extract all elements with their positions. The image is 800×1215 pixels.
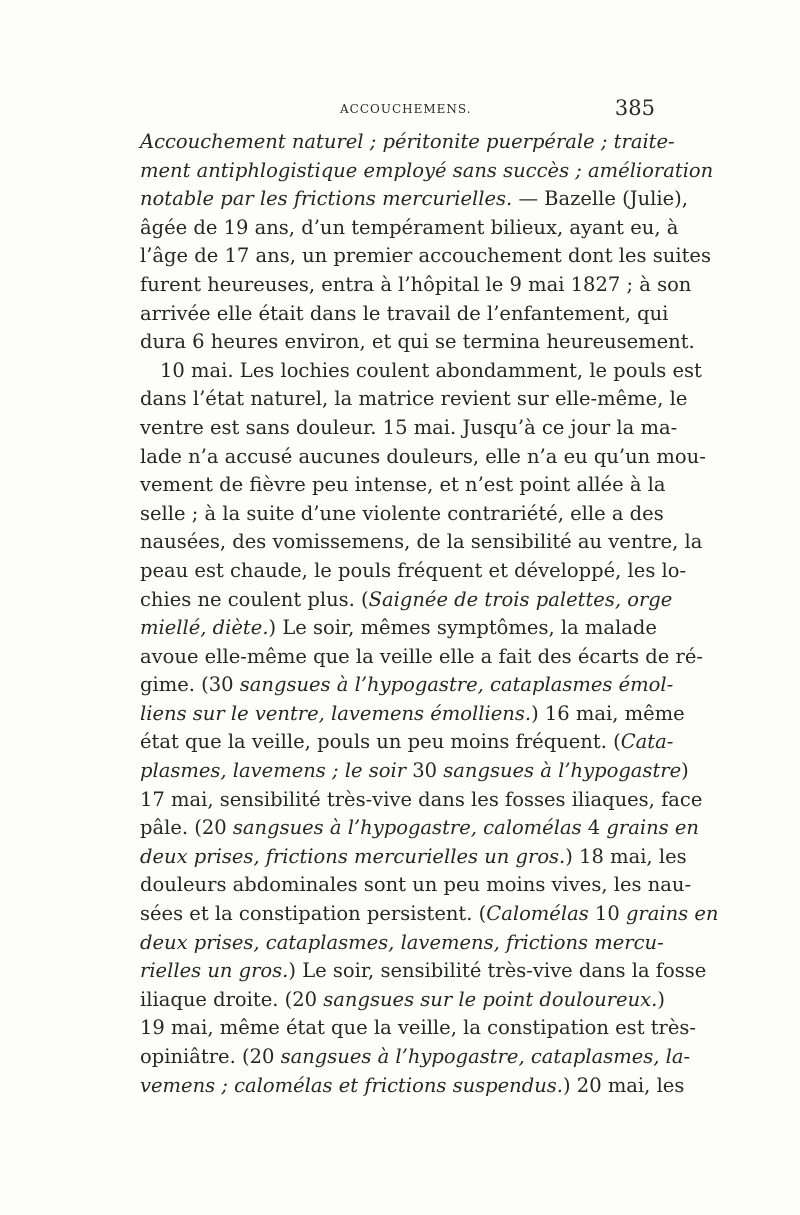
text-line [140,643,703,672]
italic-text-segment: Accouchement naturel ; péritonite puerpérale ; traite- [140,130,675,153]
text-segment: opiniâtre. (20 [140,1045,281,1068]
text-segment: nausées, des vomissemens, de la sensibilité au ventre, la [140,530,703,554]
text-line [140,1014,697,1043]
text-line [140,757,689,786]
text-line [140,271,692,300]
italic-text-segment: miellé, diète. [140,616,269,640]
text-segment: avoue elle-même que la veille elle a fait des écarts de ré- [140,644,703,668]
text-line [140,843,687,872]
text-line [140,986,665,1015]
body-text [140,128,719,1100]
italic-text-segment: sangsues sur le point douloureux. [323,987,658,1011]
text-segment: chies ne coulent plus. ( [140,587,369,611]
text-line [140,786,703,815]
italic-text-segment: deux prises, cataplasmes, lavemens, frictions mercu- [140,930,664,954]
text-segment: 10 mai. Les lochies coulent abondamment, le pouls est [160,358,702,382]
text-line [140,814,699,843]
text-line [140,500,664,529]
text-segment: peau est chaude, le pouls fréquent et développé, les lo- [140,558,687,582]
text-line [140,1043,691,1072]
page-number: 385 [614,96,655,120]
text-segment: ventre est sans douleur. 15 mai. Jusqu’à ce jour la ma- [140,415,678,439]
text-segment: ) Le soir, mêmes symptômes, la malade [268,616,657,640]
italic-text-segment: plasmes, lavemens ; le soir [140,759,407,783]
text-line [140,700,685,729]
text-segment: vement de fièvre peu intense, et n’est point allée à la [140,473,666,497]
italic-text-segment: ment antiphlogistique employé sans succès ; amélioration [140,158,714,182]
text-line [140,300,669,329]
italic-text-segment: sangsues à l’hypogastre [443,759,682,783]
text-segment: sées et la constipation persistent. ( [140,902,487,926]
text-segment: ) [657,987,665,1011]
text-segment: dura 6 heures environ, et qui se termina heureusement. [140,330,695,354]
text-line [140,1072,685,1101]
text-line [140,185,688,214]
text-segment: ) [681,759,689,783]
text-segment: pâle. (20 [140,816,233,840]
text-line [140,900,719,929]
text-line [140,157,714,186]
italic-text-segment: vemens ; calomélas et frictions suspendus. [140,1073,563,1097]
italic-text-segment: Calomélas [486,902,589,926]
text-line [140,328,695,357]
text-segment: âgée de 19 ans, d’un tempérament bilieux, ayant eu, à [140,215,679,239]
text-line [140,357,702,386]
text-line [140,871,692,900]
text-line [140,728,674,757]
text-line [140,528,703,557]
text-segment: ) 20 mai, les [563,1073,685,1097]
italic-text-segment: deux prises, frictions mercurielles un gros. [140,844,566,868]
text-line [140,671,674,700]
italic-text-segment: sangsues à l’hypogastre, cataplasmes émol- [239,673,674,697]
italic-text-segment: notable par les frictions mercurielles. [140,187,513,211]
italic-text-segment: rielles un gros. [140,959,289,983]
text-line [140,471,666,500]
italic-text-segment: grains en [606,816,699,840]
text-segment: — Bazelle (Julie), [512,187,688,211]
text-segment: iliaque droite. (20 [140,987,324,1011]
italic-text-segment: Cata- [620,730,674,754]
text-line [140,614,655,643]
italic-text-segment: Saignée de trois palettes, orge [368,587,673,611]
text-line [140,443,706,472]
running-head: ACCOUCHEMENS. [340,102,472,116]
text-segment: furent heureuses, entra à l’hôpital le 9 mai 1827 ; à son [140,272,692,296]
text-segment: l’âge de 17 ans, un premier accouchement dont les suites [140,244,711,268]
text-line [140,957,707,986]
text-line [140,414,678,443]
text-line [140,242,711,271]
text-segment: 30 [406,759,444,783]
italic-text-segment: grains en [625,902,719,926]
italic-text-segment: sangsues à l’hypogastre, calomélas [232,816,582,840]
text-segment: état que la veille, pouls un peu moins fréquent. ( [140,730,621,754]
text-line [140,557,687,586]
italic-text-segment: liens sur le ventre, lavemens émolliens. [140,701,532,725]
text-segment: 19 mai, même état que la veille, la constipation est très- [140,1016,697,1040]
text-line [140,128,675,157]
italic-text-segment: sangsues à l’hypogastre, cataplasmes, la- [280,1045,691,1068]
text-segment: 10 [588,902,626,926]
text-line [140,385,688,414]
text-segment: 4 [581,816,607,840]
page-header [140,96,655,126]
text-segment: douleurs abdominales sont un peu moins vives, les nau- [140,873,692,897]
text-line [140,929,664,958]
text-segment: dans l’état naturel, la matrice revient sur elle-même, le [140,387,688,411]
text-segment: lade n’a accusé aucunes douleurs, elle n’a eu qu’un mou- [140,444,706,468]
text-segment: ) 16 mai, même [531,701,685,725]
text-segment: ) Le soir, sensibilité très-vive dans la fosse [288,959,707,983]
text-segment: 17 mai, sensibilité très-vive dans les fosses iliaques, face [140,787,703,811]
text-segment: gime. (30 [140,673,240,697]
text-line [140,586,673,615]
text-segment: ) 18 mai, les [565,844,687,868]
text-segment: selle ; à la suite d’une violente contrariété, elle a des [140,501,664,525]
text-line [140,214,679,243]
text-segment: arrivée elle était dans le travail de l’enfantement, qui [140,301,669,325]
